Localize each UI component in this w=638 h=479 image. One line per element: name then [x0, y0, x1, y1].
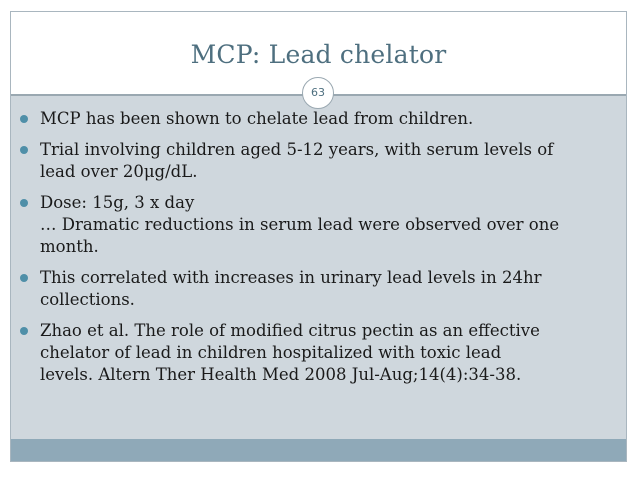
bullet-item	[18, 192, 618, 258]
bullet-item	[18, 267, 618, 311]
bullet-dot-icon	[20, 146, 28, 154]
bullet-item	[18, 139, 618, 183]
bullet-text-line: MCP has been shown to chelate lead from children.	[40, 109, 474, 128]
page-number-badge: 63	[302, 77, 334, 109]
bullet-text-line: Dose: 15g, 3 x day	[40, 193, 195, 212]
bullet-text-line: chelator of lead in children hospitalized with toxic lead	[40, 343, 502, 362]
slide-title: MCP: Lead chelator	[190, 40, 447, 69]
bullet-text-line: month.	[40, 237, 99, 256]
bullet-dot-icon	[20, 199, 28, 207]
bullet-text-line: This correlated with increases in urinary lead levels in 24hr	[40, 268, 542, 287]
bullet-item	[18, 108, 618, 130]
bullet-text-line: collections.	[40, 290, 135, 309]
footer-bar	[11, 439, 626, 461]
bullet-dot-icon	[20, 115, 28, 123]
bullet-list	[18, 108, 618, 395]
bullet-text-line: … Dramatic reductions in serum lead were observed over one	[40, 215, 560, 234]
bullet-dot-icon	[20, 274, 28, 282]
bullet-text-line: Zhao et al. The role of modified citrus pectin as an effective	[40, 321, 540, 340]
bullet-item	[18, 320, 618, 386]
bullet-dot-icon	[20, 327, 28, 335]
bullet-text-line: Trial involving children aged 5-12 years, with serum levels of	[40, 140, 554, 159]
bullet-text-line: lead over 20μg/dL.	[40, 162, 198, 181]
bullet-text-line: levels. Altern Ther Health Med 2008 Jul-Aug;14(4):34-38.	[40, 365, 522, 384]
